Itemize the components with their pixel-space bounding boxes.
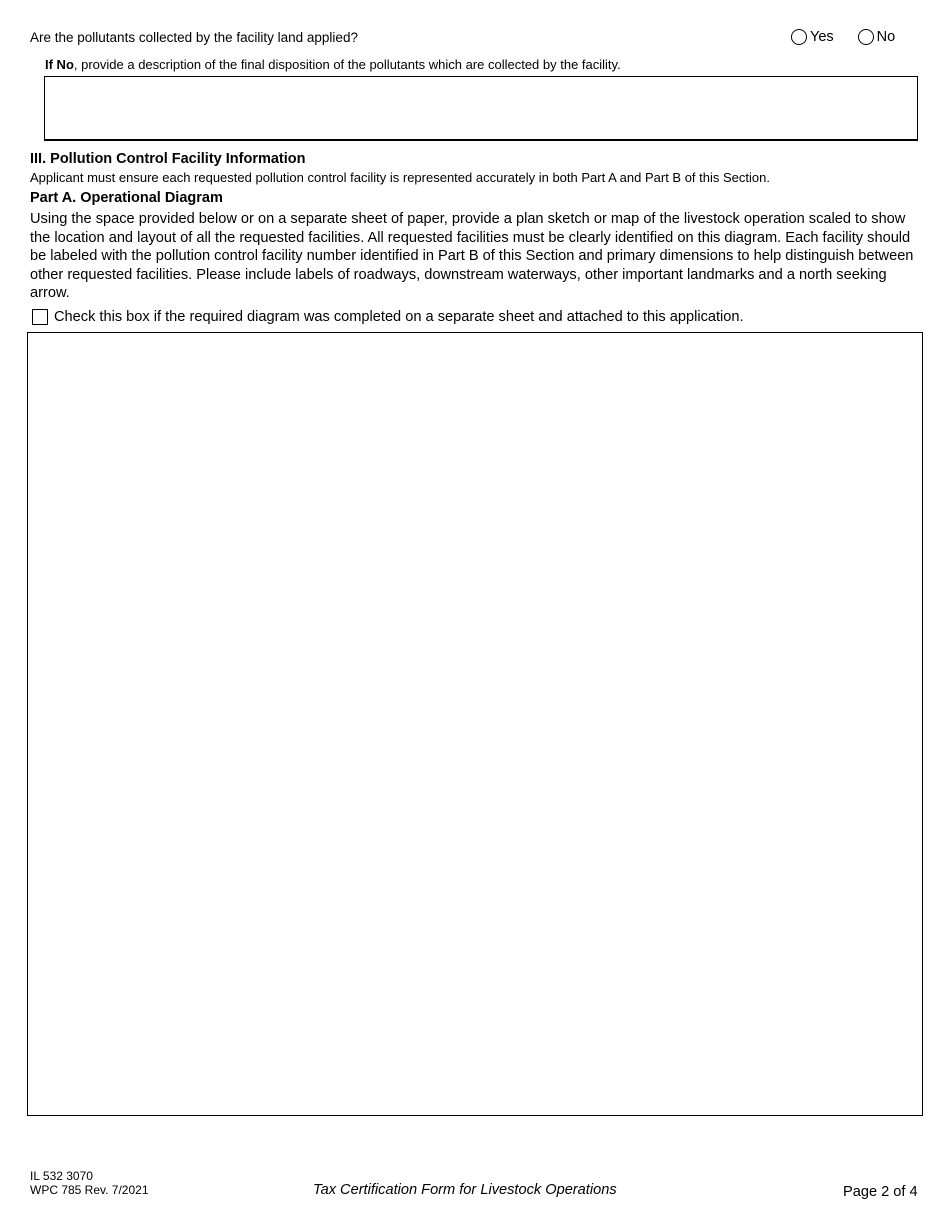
form-id-line-1: IL 532 3070 xyxy=(30,1169,93,1183)
separate-sheet-checkbox[interactable] xyxy=(32,309,48,325)
radio-no-circle-icon[interactable] xyxy=(858,29,874,45)
radio-yes-circle-icon[interactable] xyxy=(791,29,807,45)
separate-sheet-label: Check this box if the required diagram was completed on a separate sheet and attached to this application. xyxy=(54,309,744,325)
if-no-bold: If No xyxy=(45,57,74,72)
form-id-line-2: WPC 785 Rev. 7/2021 xyxy=(30,1183,149,1197)
if-no-text: , provide a description of the final disposition of the pollutants which are collected by the facility. xyxy=(73,57,621,72)
radio-yes[interactable] xyxy=(791,29,834,45)
part-a-instructions: Using the space provided below or on a separate sheet of paper, provide a plan sketch or map of the livestock operation scaled to show the location and layout of all the requested facilities. All requested facilities must be clearly identified on this diagram. Each facility should be labeled with the pollution control facility number identified in Part B of this Section and primary dimensions to help distinguish between other requested facilities. Please include labels of roadways, downstream waterways, other important landmarks and a north seeking arrow. xyxy=(30,211,914,302)
if-no-instruction xyxy=(45,57,621,72)
section-3-title: III. Pollution Control Facility Information xyxy=(30,151,306,167)
operational-diagram-area[interactable] xyxy=(27,332,923,1116)
radio-no-label: No xyxy=(876,29,896,45)
radio-no[interactable] xyxy=(858,29,896,45)
section-3-note: Applicant must ensure each requested pollution control facility is represented accurately in both Part A and Part B of this Section. xyxy=(30,170,770,185)
page-number: Page 2 of 4 xyxy=(843,1184,918,1200)
part-a-title: Part A. Operational Diagram xyxy=(30,190,223,206)
separate-sheet-check-row xyxy=(32,309,744,325)
form-id xyxy=(30,1169,149,1197)
land-applied-radio-group xyxy=(791,29,895,45)
radio-yes-label: Yes xyxy=(810,29,834,45)
form-title: Tax Certification Form for Livestock Operations xyxy=(313,1182,617,1198)
disposition-description-field[interactable] xyxy=(44,76,918,141)
land-applied-question: Are the pollutants collected by the facility land applied? xyxy=(30,30,358,45)
